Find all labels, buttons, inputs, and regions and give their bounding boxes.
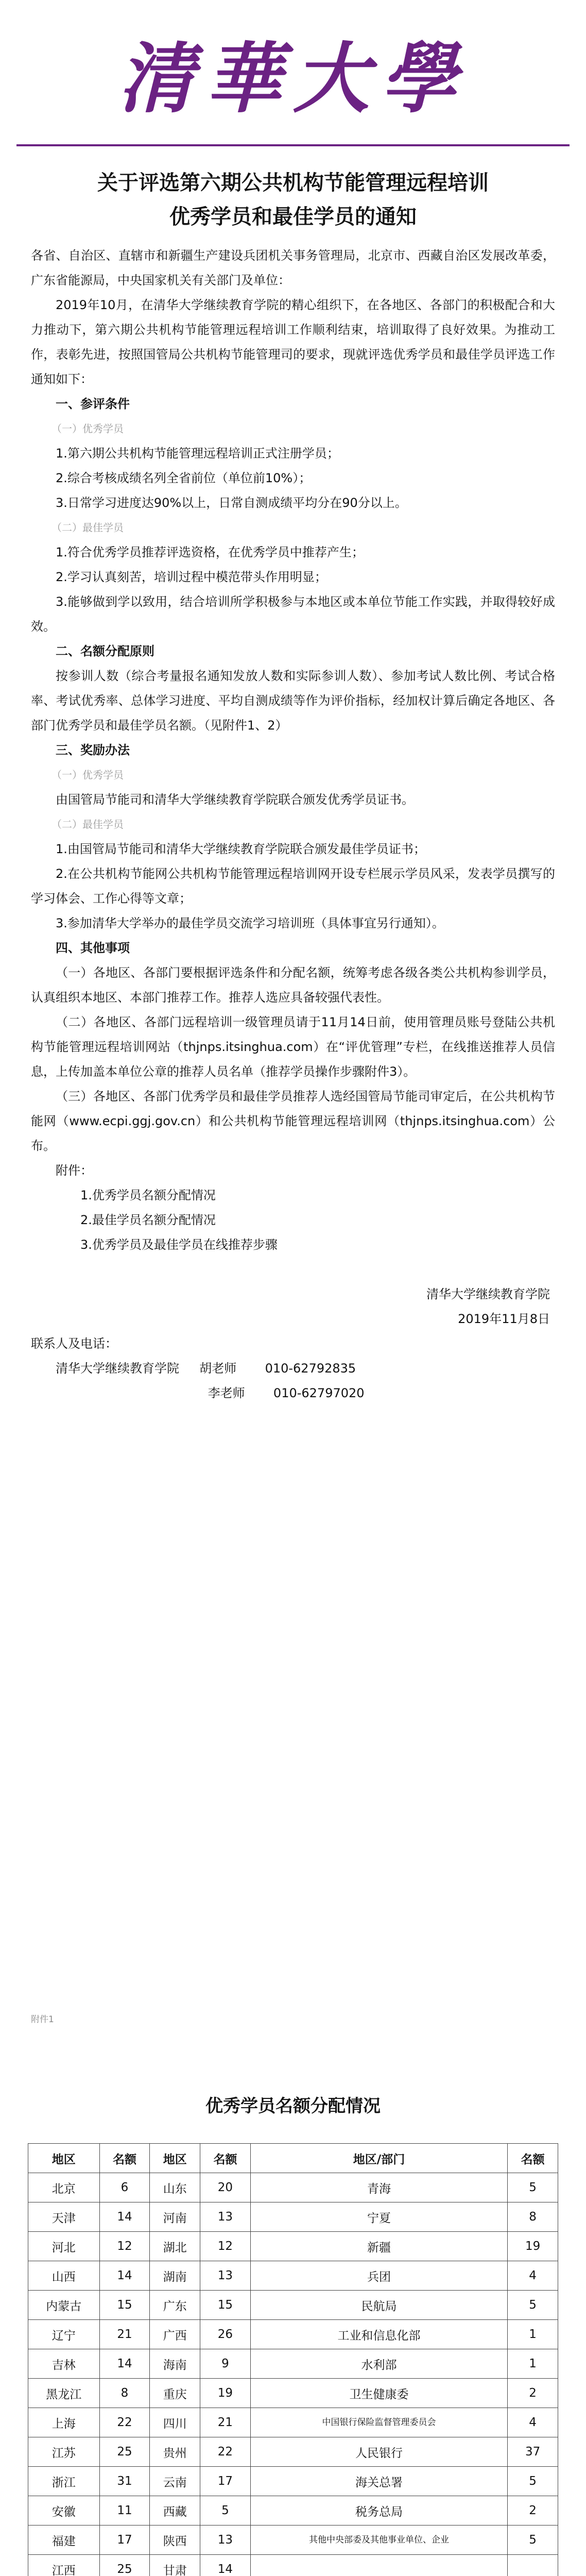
table-cell: 广东 — [150, 2291, 200, 2320]
table-row — [28, 2261, 558, 2291]
table-cell: 5 — [508, 2526, 558, 2555]
criteria-item: 1.符合优秀学员推荐评选资格，在优秀学员中推荐产生； — [56, 545, 364, 560]
contact-row-2 — [31, 1381, 555, 1405]
section-3-sub1-hint: （一）优秀学员 — [51, 769, 124, 781]
table-row — [28, 2496, 558, 2526]
table-cell: 13 — [200, 2202, 251, 2232]
table-row — [28, 2526, 558, 2555]
table-cell: 卫生健康委 — [250, 2379, 507, 2408]
table-cell: 17 — [200, 2467, 251, 2496]
table-cell: 工业和信息化部 — [250, 2320, 507, 2349]
table-cell: 5 — [200, 2496, 251, 2526]
table-cell: 其他中央部委及其他事业单位、企业 — [250, 2526, 507, 2555]
table-cell: 5 — [508, 2173, 558, 2202]
notice-title — [0, 166, 586, 234]
table-cell: 2 — [508, 2379, 558, 2408]
table-cell: 人民银行 — [250, 2437, 507, 2467]
table-cell: 31 — [99, 2467, 150, 2496]
contact-phone-1: 010-62792835 — [265, 1361, 356, 1376]
table-cell: 13 — [200, 2261, 251, 2291]
table-cell: 宁夏 — [250, 2202, 507, 2232]
table-cell: 河南 — [150, 2202, 200, 2232]
table-cell: 江西 — [28, 2555, 100, 2576]
table-cell: 22 — [200, 2437, 251, 2467]
table-cell: 青海 — [250, 2173, 507, 2202]
table-cell: 福建 — [28, 2526, 100, 2555]
table-cell: 中国银行保险监督管理委员会 — [250, 2408, 507, 2437]
table-cell: 山西 — [28, 2261, 100, 2291]
other-item: （一）各地区、各部门要根据评选条件和分配名额，统筹考虑各级各类公共机构参训学员，认真组织本地区、本部门推荐工作。推荐人选应具备较强代表性。 — [31, 965, 555, 1005]
table-cell: 吉林 — [28, 2349, 100, 2379]
table-row — [28, 2349, 558, 2379]
table-cell: 民航局 — [250, 2291, 507, 2320]
criteria-item: 3.能够做到学以致用，结合培训所学积极参与本地区或本单位节能工作实践，并取得较好成效。 — [31, 595, 555, 634]
attachment-item: 1.优秀学员名额分配情况 — [80, 1188, 216, 1202]
tsinghua-logo: 清華大學 — [118, 33, 468, 123]
annex-1-note: 附件1 — [31, 2014, 54, 2025]
table-cell: 北京 — [28, 2173, 100, 2202]
table-cell: 1 — [508, 2320, 558, 2349]
table-cell: 江苏 — [28, 2437, 100, 2467]
table-row — [28, 2555, 558, 2576]
table-row — [28, 2379, 558, 2408]
contact-phone-2: 010-62797020 — [273, 1386, 365, 1400]
table-cell: 22 — [99, 2408, 150, 2437]
table-cell: 税务总局 — [250, 2496, 507, 2526]
table-cell: 4 — [508, 2408, 558, 2437]
table-cell: 兵团 — [250, 2261, 507, 2291]
header-divider — [16, 144, 570, 146]
table-cell: 四川 — [150, 2408, 200, 2437]
table-cell: 5 — [508, 2467, 558, 2496]
notice-body — [31, 243, 555, 1405]
table-header-cell: 地区 — [28, 2144, 100, 2173]
table-cell: 辽宁 — [28, 2320, 100, 2349]
section-1-sub1-hint: （一）优秀学员 — [51, 422, 124, 435]
table-cell: 4 — [508, 2261, 558, 2291]
section-2-text: 按参训人数（综合考量报名通知发放人数和实际参训人数）、参加考试人数比例、考试合格率、考试优秀率、总体学习进度、平均自测成绩等作为评价指标，经加权计算后确定各地区、各部门优秀学员和最佳学员名额。（见附件1、2） — [31, 669, 555, 733]
table-cell: 云南 — [150, 2467, 200, 2496]
table-cell: 甘肃 — [150, 2555, 200, 2576]
section-2-heading: 二、名额分配原则 — [56, 644, 154, 658]
greeting: 各省、自治区、直辖市和新疆生产建设兵团机关事务管理局，北京市、西藏自治区发展改革委，广东省能源局，中央国家机关有关部门及单位： — [31, 248, 555, 287]
table-header-cell: 名额 — [200, 2144, 251, 2173]
table-cell: 重庆 — [150, 2379, 200, 2408]
table-cell: 12 — [200, 2232, 251, 2261]
attachment-item: 3.优秀学员及最佳学员在线推荐步骤 — [80, 1238, 278, 1252]
contact-row-1 — [31, 1356, 555, 1381]
reward-item: 2.在公共机构节能网公共机构节能管理远程培训网开设专栏展示学员风采，发表学员撰写的学习体会、工作心得等文章； — [31, 867, 555, 906]
criteria-item: 1.第六期公共机构节能管理远程培训正式注册学员； — [56, 446, 339, 461]
table-cell: 25 — [99, 2437, 150, 2467]
table-row — [28, 2173, 558, 2202]
table-header-row — [28, 2144, 558, 2173]
table-cell: 19 — [508, 2232, 558, 2261]
contact-org: 清华大学继续教育学院 — [56, 1361, 179, 1376]
table-row — [28, 2467, 558, 2496]
notice-title-line-1: 关于评选第六期公共机构节能管理远程培训 — [97, 171, 489, 195]
table-cell: 14 — [99, 2261, 150, 2291]
table-cell: 湖北 — [150, 2232, 200, 2261]
table-cell: 海南 — [150, 2349, 200, 2379]
section-1-heading: 一、参评条件 — [56, 397, 130, 411]
table-cell: 15 — [200, 2291, 251, 2320]
other-item: （三）各地区、各部门优秀学员和最佳学员推荐人选经国管局节能司审定后，在公共机构节能网（www.ecpi.ggj.gov.cn）和公共机构节能管理远程培训网（thjnps.itsinghua.com）公布。 — [31, 1089, 555, 1153]
table-cell: 天津 — [28, 2202, 100, 2232]
contact-person-1: 胡老师 — [199, 1361, 237, 1376]
section-4-heading: 四、其他事项 — [56, 941, 130, 955]
excellent-quota-table — [28, 2143, 558, 2576]
table-header-cell: 名额 — [508, 2144, 558, 2173]
table-header-cell: 地区 — [150, 2144, 200, 2173]
table-cell — [250, 2555, 507, 2576]
table-cell: 8 — [508, 2202, 558, 2232]
table-cell: 西藏 — [150, 2496, 200, 2526]
table-cell: 河北 — [28, 2232, 100, 2261]
table-cell: 海关总署 — [250, 2467, 507, 2496]
table-header-cell: 地区/部门 — [250, 2144, 507, 2173]
signature-org: 清华大学继续教育学院 — [426, 1287, 550, 1301]
reward-item: 3.参加清华大学举办的最佳学员交流学习培训班（具体事宜另行通知）。 — [56, 916, 444, 930]
table-cell: 8 — [99, 2379, 150, 2408]
table-cell: 2 — [508, 2496, 558, 2526]
table-cell: 1 — [508, 2349, 558, 2379]
reward-text: 由国管局节能司和清华大学继续教育学院联合颁发优秀学员证书。 — [56, 792, 414, 807]
table-cell: 安徽 — [28, 2496, 100, 2526]
attachment-item: 2.最佳学员名额分配情况 — [80, 1213, 216, 1227]
table-cell: 14 — [200, 2555, 251, 2576]
criteria-item: 3.日常学习进度达90%以上，日常自测成绩平均分在90分以上。 — [56, 496, 407, 510]
criteria-item: 2.综合考核成绩名列全省前位（单位前10%）； — [56, 471, 312, 485]
table-cell: 19 — [200, 2379, 251, 2408]
table-cell: 新疆 — [250, 2232, 507, 2261]
table-row — [28, 2320, 558, 2349]
table-header-cell: 名额 — [99, 2144, 150, 2173]
table-cell: 9 — [200, 2349, 251, 2379]
table-cell: 14 — [99, 2202, 150, 2232]
table-cell: 6 — [99, 2173, 150, 2202]
table-cell: 贵州 — [150, 2437, 200, 2467]
reward-item: 1.由国管局节能司和清华大学继续教育学院联合颁发最佳学员证书； — [56, 842, 426, 856]
attachments-label: 附件： — [56, 1163, 93, 1178]
table-cell — [508, 2555, 558, 2576]
table-cell: 内蒙古 — [28, 2291, 100, 2320]
table-cell: 25 — [99, 2555, 150, 2576]
table-cell: 37 — [508, 2437, 558, 2467]
table-cell: 13 — [200, 2526, 251, 2555]
table-row — [28, 2202, 558, 2232]
table-cell: 浙江 — [28, 2467, 100, 2496]
contact-label: 联系人及电话： — [31, 1336, 117, 1351]
table-cell: 广西 — [150, 2320, 200, 2349]
section-3-heading: 三、奖励办法 — [56, 743, 130, 757]
table-cell: 上海 — [28, 2408, 100, 2437]
table-cell: 5 — [508, 2291, 558, 2320]
table-cell: 20 — [200, 2173, 251, 2202]
table-cell: 26 — [200, 2320, 251, 2349]
table-cell: 17 — [99, 2526, 150, 2555]
annex-1-title: 优秀学员名额分配情况 — [205, 2096, 381, 2116]
notice-title-line-2: 优秀学员和最佳学员的通知 — [169, 205, 417, 229]
table-cell: 湖南 — [150, 2261, 200, 2291]
signature-date: 2019年11月8日 — [458, 1312, 550, 1326]
table-row — [28, 2232, 558, 2261]
table-row — [28, 2408, 558, 2437]
table-cell: 21 — [99, 2320, 150, 2349]
table-cell: 水利部 — [250, 2349, 507, 2379]
table-cell: 陕西 — [150, 2526, 200, 2555]
criteria-item: 2.学习认真刻苦，培训过程中模范带头作用明显； — [56, 570, 327, 584]
table-cell: 12 — [99, 2232, 150, 2261]
table-row — [28, 2437, 558, 2467]
table-cell: 21 — [200, 2408, 251, 2437]
other-item: （二）各地区、各部门远程培训一级管理员请于11月14日前，使用管理员账号登陆公共机构节能管理远程培训网站（thjnps.itsinghua.com）在“评优管理”专栏，在线推送推荐人员信息，上传加盖本单位公章的推荐人员名单（推荐学员操作步骤附件3）。 — [31, 1015, 555, 1079]
table-cell: 14 — [99, 2349, 150, 2379]
contact-person-2: 李老师 — [208, 1386, 245, 1400]
section-1-sub2-hint: （二）最佳学员 — [51, 521, 124, 534]
table-row — [28, 2291, 558, 2320]
intro-paragraph: 2019年10月，在清华大学继续教育学院的精心组织下，在各地区、各部门的积极配合和大力推动下，第六期公共机构节能管理远程培训工作顺利结束，培训取得了良好效果。为推动工作，表彰先进，按照国管局公共机构节能管理司的要求，现就评选优秀学员和最佳学员评选工作通知如下： — [31, 298, 555, 386]
table-cell: 黑龙江 — [28, 2379, 100, 2408]
table-cell: 15 — [99, 2291, 150, 2320]
table-cell: 山东 — [150, 2173, 200, 2202]
section-3-sub2-hint: （二）最佳学员 — [51, 818, 124, 831]
table-cell: 11 — [99, 2496, 150, 2526]
